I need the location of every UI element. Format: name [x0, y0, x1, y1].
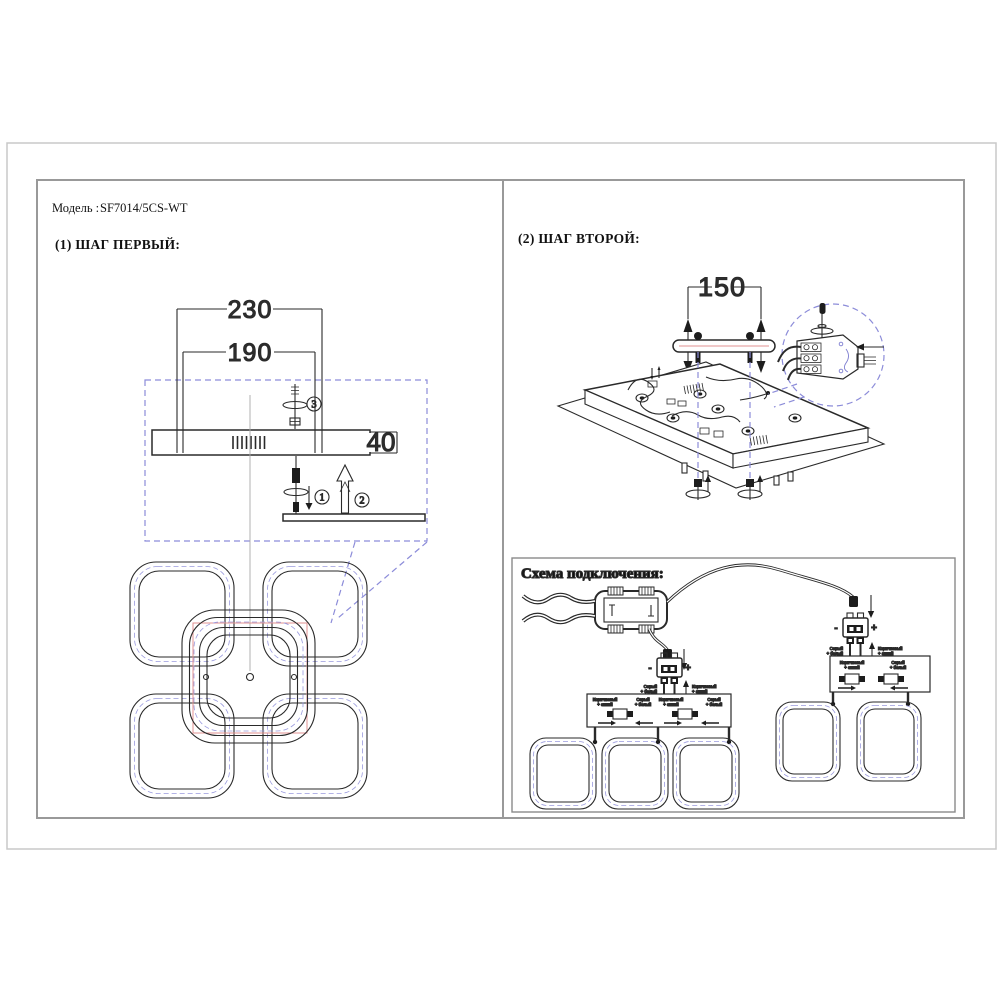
dimension-40	[367, 427, 397, 457]
wire-label-gray: Серый	[707, 697, 721, 702]
wire-label-brown: Коричневый	[658, 697, 684, 702]
dim-150-value: 150	[697, 272, 747, 302]
plus-sign: +	[685, 663, 691, 674]
wire-junction-dot	[766, 391, 770, 395]
wire-label-gray: Серый	[636, 697, 650, 702]
wire-label-gray: Серый	[891, 660, 905, 665]
svg-text:+ белый: + белый	[826, 651, 843, 656]
svg-text:+ синий: + синий	[692, 689, 708, 694]
cable-connector-right	[849, 596, 858, 607]
plus-sign: +	[871, 623, 877, 634]
svg-text:+ синий: + синий	[597, 702, 613, 707]
minus-sign: -	[648, 663, 652, 674]
schema-title: Схема подключения:	[521, 566, 664, 582]
terminal-block	[797, 335, 858, 379]
step1-heading: (1) ШАГ ПЕРВЫЙ:	[55, 237, 181, 252]
wire-label-gray: Серый	[643, 684, 657, 689]
svg-text:+ белый: + белый	[889, 665, 907, 670]
step2-heading: (2) ШАГ ВТОРОЙ:	[518, 231, 640, 246]
wire-label-brown: Коричневый	[592, 697, 618, 702]
svg-text:+ синий: + синий	[844, 665, 860, 670]
svg-text:+ синий: + синий	[663, 702, 679, 707]
svg-text:+ синий: + синий	[878, 651, 894, 656]
callout-3: 3	[311, 399, 317, 411]
model-label: Модель :	[52, 201, 100, 215]
callout-1: 1	[319, 492, 325, 504]
svg-text:+ белый: + белый	[640, 689, 657, 694]
dim-190-value: 190	[227, 339, 273, 367]
minus-sign: -	[834, 623, 838, 634]
wire-label-gray: Серый	[829, 646, 843, 651]
callout-2: 2	[359, 495, 365, 507]
led-driver	[595, 587, 667, 633]
model-value: SF7014/5CS-WT	[100, 201, 188, 215]
dim-40-value: 40	[366, 427, 396, 457]
connection-schema	[512, 558, 955, 812]
wire-label-brown: Коричневый	[839, 660, 865, 665]
wire-label-brown: Коричневый	[878, 646, 903, 651]
svg-text:+ белый: + белый	[634, 702, 652, 707]
svg-text:+ белый: + белый	[705, 702, 723, 707]
dim-230-value: 230	[227, 296, 273, 324]
bar-screw-left-head	[694, 332, 702, 340]
wire-label-brown: Коричневый	[692, 684, 717, 689]
bar-screw-right-head	[746, 332, 754, 340]
